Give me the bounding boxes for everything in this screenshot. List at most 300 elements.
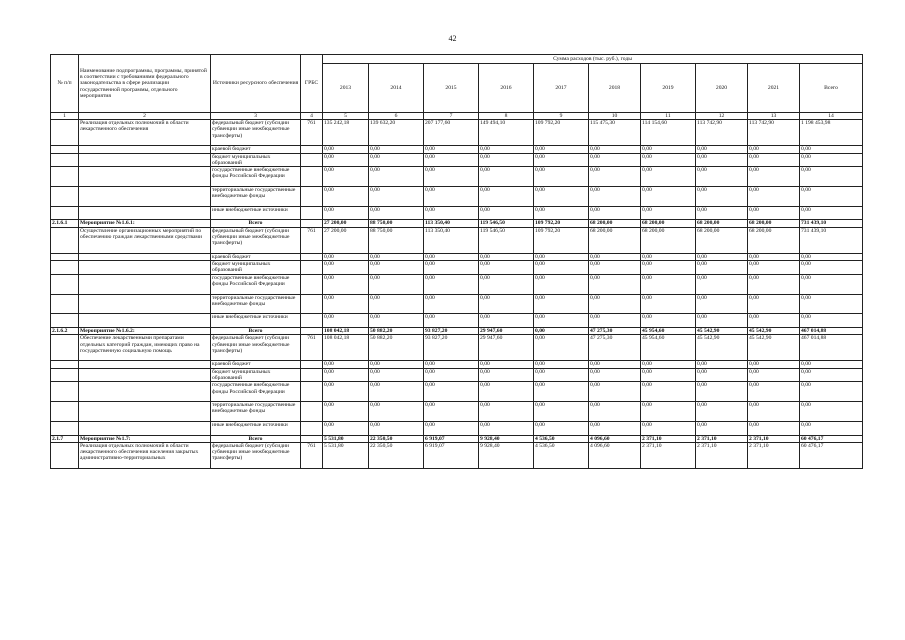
row-grbs	[301, 261, 323, 275]
row-number	[51, 335, 79, 361]
column-index: 7	[424, 113, 479, 120]
row-value: 0,00	[696, 294, 748, 314]
column-index: 1	[51, 113, 79, 120]
row-value: 113 350,40	[424, 227, 479, 253]
table-row	[51, 421, 863, 435]
row-value: 0,00	[369, 167, 424, 187]
row-grbs	[301, 253, 323, 260]
row-value: 109 792,20	[534, 120, 589, 146]
row-value: 0,00	[748, 421, 800, 435]
row-value: 0,00	[479, 253, 534, 260]
row-source: иные внебюджетные источники	[211, 206, 301, 220]
row-value: 0,00	[424, 206, 479, 220]
row-value: 0,00	[800, 274, 863, 294]
row-value: 0,00	[479, 382, 534, 402]
row-value: 68 200,00	[748, 227, 800, 253]
row-value: 0,00	[800, 382, 863, 402]
row-value: 0,00	[534, 186, 589, 206]
page-number: 42	[448, 34, 457, 43]
row-number	[51, 186, 79, 206]
row-value: 0,00	[534, 421, 589, 435]
row-value: 0,00	[696, 382, 748, 402]
row-value: 0,00	[534, 402, 589, 422]
row-value: 0,00	[369, 261, 424, 275]
column-index: 11	[641, 113, 696, 120]
row-value: 22 350,50	[369, 442, 424, 468]
row-value: 0,00	[424, 382, 479, 402]
row-value: 0,00	[696, 153, 748, 167]
row-value: 0,00	[641, 368, 696, 382]
row-value: 0,00	[641, 261, 696, 275]
row-value: 45 542,90	[748, 335, 800, 361]
row-value: 0,00	[369, 253, 424, 260]
row-value: 0,00	[641, 274, 696, 294]
row-value: 0,00	[323, 186, 369, 206]
row-value: 68 200,00	[748, 220, 800, 227]
row-value: 114 154,60	[641, 120, 696, 146]
row-number	[51, 253, 79, 260]
row-value: 0,00	[424, 402, 479, 422]
row-value: 0,00	[424, 253, 479, 260]
row-number	[51, 314, 79, 328]
row-number	[51, 206, 79, 220]
table-row	[51, 368, 863, 382]
row-value: 0,00	[323, 368, 369, 382]
row-source: федеральный бюджет (субсидии субвенции иные межбюджетные трансферты)	[211, 335, 301, 361]
column-index: 2	[79, 113, 211, 120]
row-value: 0,00	[641, 421, 696, 435]
row-source: бюджет муниципальных образований	[211, 261, 301, 275]
row-value: 0,00	[534, 335, 589, 361]
row-value: 0,00	[479, 206, 534, 220]
row-grbs: 761	[301, 120, 323, 146]
row-grbs	[301, 274, 323, 294]
row-number	[51, 274, 79, 294]
row-grbs	[301, 206, 323, 220]
row-value: 0,00	[424, 153, 479, 167]
row-value: 0,00	[589, 167, 641, 187]
row-value: 0,00	[323, 274, 369, 294]
row-number	[51, 146, 79, 153]
row-value: 0,00	[369, 206, 424, 220]
row-value: 0,00	[479, 146, 534, 153]
row-value: 88 750,00	[369, 220, 424, 227]
row-value: 93 827,20	[424, 327, 479, 334]
row-value: 0,00	[641, 382, 696, 402]
row-value: 207 177,60	[424, 120, 479, 146]
row-value: 0,00	[534, 153, 589, 167]
row-source: федеральный бюджет (субсидии субвенции иные межбюджетные трансферты)	[211, 442, 301, 468]
column-index: 6	[369, 113, 424, 120]
row-value: 0,00	[800, 206, 863, 220]
row-source: государственные внебюджетные фонды Российской Федерации	[211, 167, 301, 187]
row-value: 0,00	[696, 186, 748, 206]
row-name	[79, 167, 211, 187]
row-value: 0,00	[479, 167, 534, 187]
table-row-total	[51, 435, 863, 442]
row-value: 0,00	[424, 314, 479, 328]
row-grbs	[301, 146, 323, 153]
row-value: 119 546,50	[479, 227, 534, 253]
row-value: 113 742,90	[696, 120, 748, 146]
row-value: 9 928,40	[479, 442, 534, 468]
row-grbs	[301, 368, 323, 382]
column-index: 13	[748, 113, 800, 120]
row-value: 0,00	[748, 206, 800, 220]
row-value: 0,00	[589, 186, 641, 206]
header-year: 2018	[589, 64, 641, 113]
header-year: 2014	[369, 64, 424, 113]
row-value: 0,00	[748, 167, 800, 187]
row-value: 0,00	[479, 368, 534, 382]
row-value: 0,00	[800, 421, 863, 435]
row-value: 113 350,40	[424, 220, 479, 227]
row-value: 0,00	[748, 261, 800, 275]
row-name	[79, 274, 211, 294]
row-value: 149 494,10	[479, 120, 534, 146]
header-year: 2020	[696, 64, 748, 113]
row-value: 0,00	[369, 421, 424, 435]
table-row	[51, 274, 863, 294]
row-source: иные внебюджетные источники	[211, 421, 301, 435]
row-value: 6 919,07	[424, 442, 479, 468]
row-value: 0,00	[641, 206, 696, 220]
header-grbs: ГРБС	[301, 55, 323, 113]
row-value: 731 439,10	[800, 227, 863, 253]
header-year: 2021	[748, 64, 800, 113]
row-number	[51, 421, 79, 435]
row-value: 0,00	[748, 314, 800, 328]
row-name	[79, 146, 211, 153]
row-value: 109 792,20	[534, 227, 589, 253]
column-index: 4	[301, 113, 323, 120]
row-value: 27 200,00	[323, 220, 369, 227]
table-row	[51, 402, 863, 422]
table-row	[51, 335, 863, 361]
row-value: 68 200,00	[641, 227, 696, 253]
row-value: 0,00	[748, 146, 800, 153]
row-value: 0,00	[800, 402, 863, 422]
row-source: государственные внебюджетные фонды Российской Федерации	[211, 382, 301, 402]
row-grbs	[301, 421, 323, 435]
row-number	[51, 120, 79, 146]
row-value: 0,00	[369, 186, 424, 206]
row-value: 0,00	[369, 294, 424, 314]
row-value: 93 827,20	[424, 335, 479, 361]
row-source: краевой бюджет	[211, 146, 301, 153]
column-index: 3	[211, 113, 301, 120]
row-grbs: 761	[301, 442, 323, 468]
row-value: 0,00	[589, 253, 641, 260]
row-name: Обеспечение лекарственными препаратами отдельных категорий граждан, имеющих право на государственную социальную помощь	[79, 335, 211, 361]
row-value: 0,00	[696, 314, 748, 328]
column-index: 9	[534, 113, 589, 120]
row-value: 0,00	[534, 327, 589, 334]
table-row	[51, 382, 863, 402]
row-value: 0,00	[534, 167, 589, 187]
table-row-total	[51, 220, 863, 227]
table-row	[51, 120, 863, 146]
row-grbs	[301, 314, 323, 328]
row-number	[51, 382, 79, 402]
row-value: 0,00	[534, 368, 589, 382]
row-value: 4 096,60	[589, 442, 641, 468]
row-value: 2 371,10	[696, 435, 748, 442]
header-source: Источники ресурсного обеспечения	[211, 55, 301, 113]
row-value: 2 371,10	[641, 435, 696, 442]
row-value: 0,00	[534, 294, 589, 314]
row-source: федеральный бюджет (субсидии субвенции иные межбюджетные трансферты)	[211, 227, 301, 253]
row-value: 0,00	[323, 261, 369, 275]
row-name	[79, 382, 211, 402]
row-value: 0,00	[589, 153, 641, 167]
row-number: 2.1.6.1	[51, 220, 79, 227]
row-value: 0,00	[800, 253, 863, 260]
table-row-total	[51, 327, 863, 334]
row-number	[51, 402, 79, 422]
row-value: 22 350,50	[369, 435, 424, 442]
header-year: 2019	[641, 64, 696, 113]
row-source: краевой бюджет	[211, 253, 301, 260]
row-value: 0,00	[641, 361, 696, 368]
row-value: 60 476,17	[800, 442, 863, 468]
row-value: 45 542,90	[748, 327, 800, 334]
header-year: 2016	[479, 64, 534, 113]
row-value: 0,00	[479, 361, 534, 368]
row-value: 0,00	[589, 402, 641, 422]
table-row	[51, 314, 863, 328]
row-value: 9 928,40	[479, 435, 534, 442]
row-value: 0,00	[696, 167, 748, 187]
row-number: 2.1.7	[51, 435, 79, 442]
row-grbs	[301, 186, 323, 206]
row-value: 0,00	[748, 153, 800, 167]
column-index: 14	[800, 113, 863, 120]
row-value: 0,00	[748, 253, 800, 260]
column-index: 8	[479, 113, 534, 120]
row-value: 0,00	[589, 294, 641, 314]
row-value: 0,00	[369, 368, 424, 382]
row-value: 45 954,60	[641, 335, 696, 361]
row-value: 0,00	[534, 146, 589, 153]
row-value: 68 200,00	[696, 227, 748, 253]
row-value: 108 042,18	[323, 327, 369, 334]
row-value: 0,00	[534, 261, 589, 275]
row-value: 0,00	[369, 402, 424, 422]
row-value: 0,00	[800, 368, 863, 382]
row-name	[79, 368, 211, 382]
row-grbs	[301, 402, 323, 422]
row-value: 0,00	[424, 274, 479, 294]
row-grbs	[301, 435, 323, 442]
table-row	[51, 186, 863, 206]
row-value: 0,00	[589, 368, 641, 382]
table-row	[51, 153, 863, 167]
row-value: 0,00	[748, 382, 800, 402]
row-value: 467 014,88	[800, 335, 863, 361]
row-value: 0,00	[369, 361, 424, 368]
row-name	[79, 361, 211, 368]
row-value: 2 371,10	[748, 435, 800, 442]
row-value: 0,00	[589, 314, 641, 328]
row-value: 45 954,60	[641, 327, 696, 334]
row-value: 139 632,20	[369, 120, 424, 146]
row-value: 68 200,00	[589, 227, 641, 253]
row-value: 0,00	[424, 361, 479, 368]
row-value: 0,00	[589, 361, 641, 368]
row-grbs: 761	[301, 227, 323, 253]
row-value: 0,00	[323, 314, 369, 328]
row-value: 2 371,10	[696, 442, 748, 468]
row-value: 0,00	[479, 274, 534, 294]
row-value: 0,00	[748, 361, 800, 368]
row-value: 5 531,80	[323, 442, 369, 468]
row-value: 0,00	[800, 261, 863, 275]
row-name	[79, 253, 211, 260]
row-source: бюджет муниципальных образований	[211, 153, 301, 167]
row-value: 1 198 453,98	[800, 120, 863, 146]
row-value: 0,00	[534, 253, 589, 260]
column-index: 12	[696, 113, 748, 120]
row-value: 6 919,07	[424, 435, 479, 442]
row-name	[79, 153, 211, 167]
row-value: 4 096,60	[589, 435, 641, 442]
row-number	[51, 368, 79, 382]
row-value: 0,00	[424, 261, 479, 275]
row-number	[51, 261, 79, 275]
row-value: 0,00	[369, 382, 424, 402]
row-value: 0,00	[323, 402, 369, 422]
row-value: 0,00	[369, 274, 424, 294]
header-year: 2017	[534, 64, 589, 113]
row-value: 0,00	[424, 167, 479, 187]
row-grbs	[301, 361, 323, 368]
row-value: 0,00	[369, 314, 424, 328]
table-row	[51, 261, 863, 275]
row-value: 29 947,60	[479, 327, 534, 334]
row-value: 0,00	[479, 294, 534, 314]
row-value: 0,00	[323, 294, 369, 314]
row-grbs	[301, 167, 323, 187]
row-number	[51, 227, 79, 253]
row-source: Всего	[211, 435, 301, 442]
row-value: 0,00	[589, 421, 641, 435]
row-value: 115 475,30	[589, 120, 641, 146]
row-name	[79, 421, 211, 435]
row-number	[51, 361, 79, 368]
table-row	[51, 294, 863, 314]
row-number	[51, 153, 79, 167]
table-row	[51, 361, 863, 368]
row-value: 0,00	[748, 294, 800, 314]
row-value: 0,00	[800, 294, 863, 314]
row-value: 0,00	[424, 368, 479, 382]
row-grbs: 761	[301, 335, 323, 361]
row-value: 45 542,90	[696, 335, 748, 361]
row-value: 0,00	[534, 361, 589, 368]
row-value: 0,00	[589, 146, 641, 153]
row-source: иные внебюджетные источники	[211, 314, 301, 328]
row-value: 0,00	[424, 421, 479, 435]
row-value: 88 750,00	[369, 227, 424, 253]
row-value: 0,00	[323, 206, 369, 220]
row-name: Реализация отдельных полномочий в области лекарственного обеспечения населения закрытых административно-территориальных	[79, 442, 211, 468]
row-value: 0,00	[800, 146, 863, 153]
row-value: 0,00	[641, 402, 696, 422]
row-value: 50 882,20	[369, 327, 424, 334]
row-name	[79, 314, 211, 328]
row-value: 5 531,80	[323, 435, 369, 442]
row-source: Всего	[211, 327, 301, 334]
table-row	[51, 146, 863, 153]
header-name: Наименование подпрограммы, программы, принятой в соответствии с требованиями федерального законодательства в сфере реализации государственной программы, отдельного мероприятия	[79, 55, 211, 113]
row-value: 68 200,00	[696, 220, 748, 227]
row-number	[51, 442, 79, 468]
row-value: 0,00	[696, 421, 748, 435]
row-name: Мероприятие №1.6.1:	[79, 220, 211, 227]
header-num: № п/п	[51, 55, 79, 113]
row-value: 0,00	[534, 314, 589, 328]
row-value: 0,00	[696, 368, 748, 382]
row-source: территориальные государственные внебюджетные фонды	[211, 186, 301, 206]
row-value: 0,00	[696, 206, 748, 220]
row-value: 0,00	[800, 186, 863, 206]
row-value: 2 371,10	[748, 442, 800, 468]
row-name: Мероприятие №1.7:	[79, 435, 211, 442]
table-row	[51, 253, 863, 260]
row-value: 0,00	[696, 402, 748, 422]
row-value: 0,00	[323, 253, 369, 260]
row-value: 731 439,10	[800, 220, 863, 227]
row-value: 47 275,30	[589, 327, 641, 334]
row-value: 0,00	[641, 253, 696, 260]
row-value: 45 542,90	[696, 327, 748, 334]
row-source: государственные внебюджетные фонды Российской Федерации	[211, 274, 301, 294]
row-value: 0,00	[641, 146, 696, 153]
row-value: 0,00	[696, 274, 748, 294]
row-value: 119 546,50	[479, 220, 534, 227]
row-value: 68 200,00	[589, 220, 641, 227]
row-value: 0,00	[479, 402, 534, 422]
row-value: 0,00	[479, 314, 534, 328]
row-value: 0,00	[748, 402, 800, 422]
row-value: 0,00	[696, 261, 748, 275]
row-value: 113 742,90	[748, 120, 800, 146]
row-value: 0,00	[696, 146, 748, 153]
row-value: 0,00	[479, 421, 534, 435]
row-value: 0,00	[748, 186, 800, 206]
row-value: 0,00	[800, 314, 863, 328]
row-value: 0,00	[589, 274, 641, 294]
row-value: 0,00	[479, 186, 534, 206]
header-year: 2013	[323, 64, 369, 113]
row-value: 0,00	[641, 167, 696, 187]
row-name: Мероприятие №1.6.2:	[79, 327, 211, 334]
row-value: 109 792,20	[534, 220, 589, 227]
row-value: 0,00	[323, 146, 369, 153]
row-source: федеральный бюджет (субсидии субвенции иные межбюджетные трансферты)	[211, 120, 301, 146]
row-value: 4 536,50	[534, 435, 589, 442]
column-index: 5	[323, 113, 369, 120]
row-value: 0,00	[534, 382, 589, 402]
row-value: 0,00	[748, 368, 800, 382]
row-source: территориальные государственные внебюджетные фонды	[211, 294, 301, 314]
row-value: 2 371,10	[641, 442, 696, 468]
row-number	[51, 294, 79, 314]
row-value: 135 242,18	[323, 120, 369, 146]
row-value: 60 476,17	[800, 435, 863, 442]
row-source: бюджет муниципальных образований	[211, 368, 301, 382]
